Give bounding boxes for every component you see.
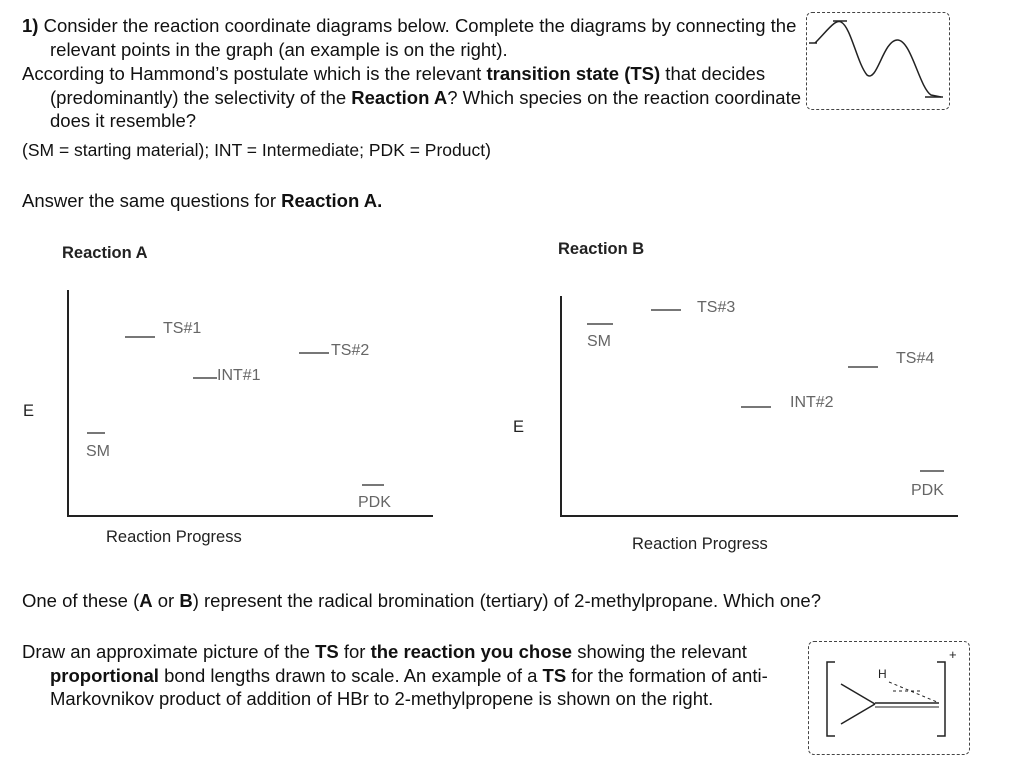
reaction-b-y-label: E [513,418,525,436]
reaction-b-y-axis [560,296,562,517]
example-curve-box [806,12,950,110]
positive-charge-sign: + [949,647,957,662]
reaction-a-y-axis [67,290,69,517]
hydrogen-atom-label: H [878,667,887,681]
ts2-level [299,352,329,354]
abbreviations-note: (SM = starting material); INT = Intermediate; PDK = Product) [22,140,491,160]
pdk-label-a: PDK [358,494,391,511]
question-4: Draw an approximate picture of the TS for the reaction you chose showing the relevant proportional bond lengths drawn to scale. An example of a TS for the formation of anti-Markovnikov product of addition of HBr to 2-methylpropene is shown on the right. [22,641,768,709]
question-2: Answer the same questions for Reaction A. [22,190,383,211]
pdk-level-b [920,470,944,472]
ts3-label: TS#3 [697,299,736,316]
reaction-b-x-label: Reaction Progress [632,535,768,553]
question-number: 1) [22,15,39,36]
reaction-b-title: Reaction B [558,240,645,258]
ts1-level [125,336,155,338]
question-1-text-a: Consider the reaction coordinate diagrams below. Complete the diagrams by connecting the relevant points in the graph (an example is on the right). [43,15,797,60]
int1-level [193,377,217,379]
reaction-a-y-label: E [23,402,35,420]
int2-level [741,406,771,408]
ts2-label: TS#2 [331,342,370,359]
sm-level-a [87,432,105,434]
ts3-level [651,309,681,311]
question-1-hammond: According to Hammond’s postulate which is the relevant transition state (TS) that decides (predominantly) the selectivity of the Reaction A? Which species on the reaction coordinate does it resemble? [22,63,801,131]
question-3: One of these (A or B) represent the radical bromination (tertiary) of 2-methylpropane. Which one? [22,590,821,611]
ts1-label: TS#1 [163,320,202,337]
sm-label-a: SM [86,443,110,460]
example-reaction-curve [807,13,949,109]
int2-label: INT#2 [790,394,834,411]
ts4-label: TS#4 [896,350,935,367]
question-1 [22,14,820,61]
reaction-a-x-label: Reaction Progress [106,528,242,546]
sm-level-b [587,323,613,325]
reaction-a-x-axis [67,515,433,517]
pdk-level-a [362,484,384,486]
sm-label-b: SM [587,333,611,350]
ts4-level [848,366,878,368]
reaction-a-title: Reaction A [62,244,148,262]
pdk-label-b: PDK [911,482,944,499]
reaction-b-x-axis [560,515,958,517]
ts-structure-drawing [809,642,969,754]
int1-label: INT#1 [217,367,261,384]
ts-example-box [808,641,970,755]
